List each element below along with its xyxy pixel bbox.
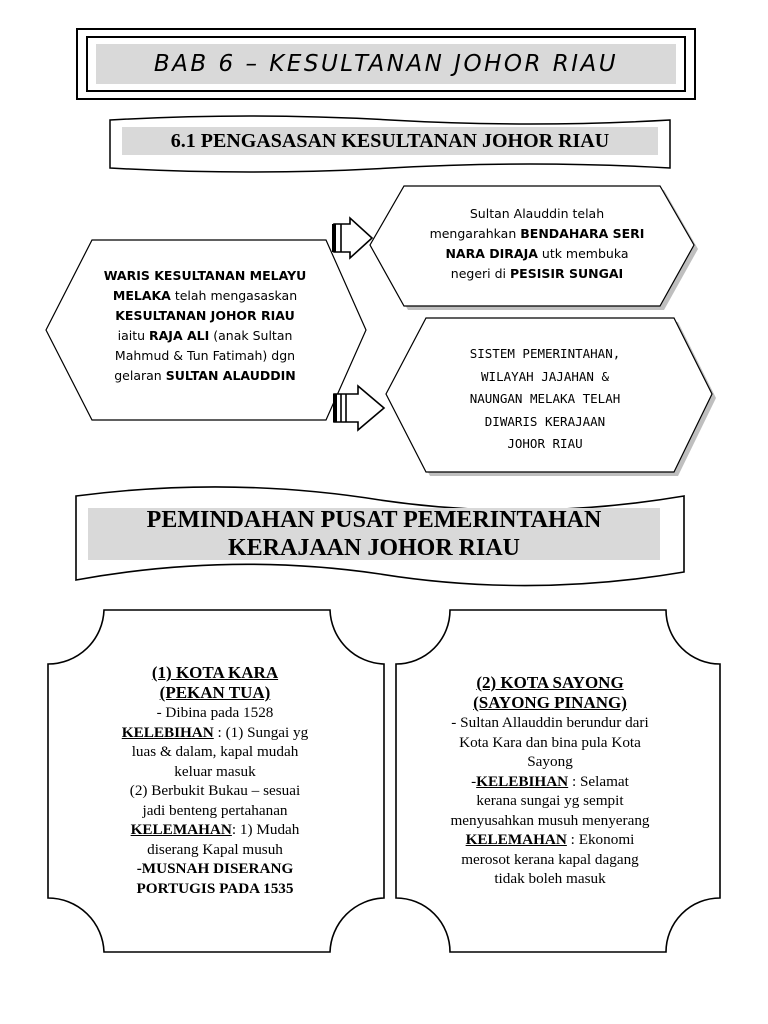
hex-tr-line1: Sultan Alauddin telah — [469, 206, 605, 221]
section-heading: 6.1 PENGASASAN KESULTANAN JOHOR RIAU — [170, 129, 610, 152]
hex-left-line1: WARIS KESULTANAN MELAYU — [103, 268, 307, 283]
hexagon-top-right-text — [406, 204, 668, 284]
card1-kelebihan-label: KELEBIHAN — [121, 723, 214, 741]
hex-left-line4-pre: iaitu — [117, 328, 149, 343]
card1-dibina: - Dibina pada 1528 — [156, 704, 274, 721]
card2-title-line2: (SAYONG PINANG) — [473, 693, 627, 712]
card2-kelebihan-label: KELEBIHAN — [476, 772, 569, 790]
card2-kelemahan-1: : Ekonomi — [566, 831, 635, 848]
card2-kelebihan-1: : Selamat — [568, 772, 629, 790]
hex-left-line4-bold: RAJA ALI — [149, 328, 210, 343]
page-title: BAB 6 – KESULTANAN JOHOR RIAU — [153, 51, 619, 77]
card1-kelemahan-2: diserang Kapal musuh — [147, 840, 283, 858]
hex-left-line4-rest: (anak Sultan — [209, 328, 293, 343]
pemindahan-heading — [80, 506, 668, 562]
card2-kelebihan-3: menyusahkan musuh menyerang — [450, 811, 650, 829]
hex-tr-line3-bold: NARA DIRAJA — [445, 246, 538, 261]
hex-br-line: JOHOR RIAU — [507, 436, 583, 451]
pemindahan-line1: PEMINDAHAN PUSAT PEMERINTAHAN — [146, 507, 602, 533]
arrow-right-icon-top — [334, 218, 372, 258]
card1-kelebihan-5: jadi benteng pertahanan — [142, 801, 288, 819]
hex-tr-line4-pre: negeri di — [450, 266, 511, 281]
card1-kelemahan-1: : 1) Mudah — [231, 821, 300, 838]
card-kota-sayong — [420, 673, 680, 889]
card2-title-line1: (2) KOTA SAYONG — [476, 673, 624, 692]
card1-kelebihan-3: keluar masuk — [174, 762, 256, 780]
hex-br-line: DIWARIS KERAJAAN — [484, 413, 606, 429]
card1-kelemahan-label: KELEMAHAN — [130, 821, 232, 838]
arrow-right-icon-bottom — [334, 386, 384, 430]
hex-left-line3: KESULTANAN JOHOR RIAU — [115, 308, 295, 323]
card1-kelebihan-1: : (1) Sungai yg — [213, 723, 309, 741]
hex-left-line6-pre: gelaran — [114, 368, 166, 383]
hexagon-left-text — [80, 266, 330, 386]
card2-line1: - Sultan Allauddin berundur dari — [451, 714, 649, 731]
hex-tr-line4-bold: PESISIR SUNGAI — [510, 266, 624, 281]
hex-tr-line2-bold: BENDAHARA SERI — [520, 226, 645, 241]
hex-br-line: WILAYAH JAJAHAN & — [481, 368, 609, 384]
hex-left-line2-bold: MELAKA — [112, 288, 171, 303]
card2-kelebihan-prefix: - — [471, 772, 477, 790]
card-kota-kara — [90, 663, 340, 898]
card1-kelebihan-2: luas & dalam, kapal mudah — [131, 743, 299, 760]
hex-left-line6-bold: SULTAN ALAUDDIN — [165, 368, 296, 383]
card1-title-line2: (PEKAN TUA) — [159, 683, 271, 702]
hexagon-bottom-right-text — [418, 343, 672, 456]
hex-br-line: NAUNGAN MELAKA TELAH — [469, 391, 621, 406]
card1-musnah-2: PORTUGIS PADA 1535 — [136, 879, 294, 897]
card1-kelebihan-4: (2) Berbukit Bukau – sesuai — [129, 782, 301, 799]
card2-kelebihan-2: kerana sungai yg sempit — [476, 792, 624, 809]
hex-tr-line3-rest: utk membuka — [537, 246, 629, 261]
card2-line3: Sayong — [527, 753, 573, 770]
card1-musnah-1: -MUSNAH DISERANG — [136, 860, 294, 877]
hex-tr-line2-pre: mengarahkan — [429, 226, 521, 241]
card1-title-line1: (1) KOTA KARA — [151, 663, 279, 682]
card2-kelemahan-label: KELEMAHAN — [465, 831, 567, 848]
hex-br-line: SISTEM PEMERINTAHAN, — [469, 346, 621, 361]
hex-left-line2-rest: telah mengasaskan — [170, 288, 298, 303]
card2-kelemahan-3: tidak boleh masuk — [494, 870, 606, 887]
card2-line2: Kota Kara dan bina pula Kota — [459, 733, 641, 751]
card2-kelemahan-2: merosot kerana kapal dagang — [461, 850, 639, 868]
pemindahan-line2: KERAJAAN JOHOR RIAU — [227, 535, 520, 561]
hex-left-line5: Mahmud & Tun Fatimah) dgn — [114, 348, 296, 363]
